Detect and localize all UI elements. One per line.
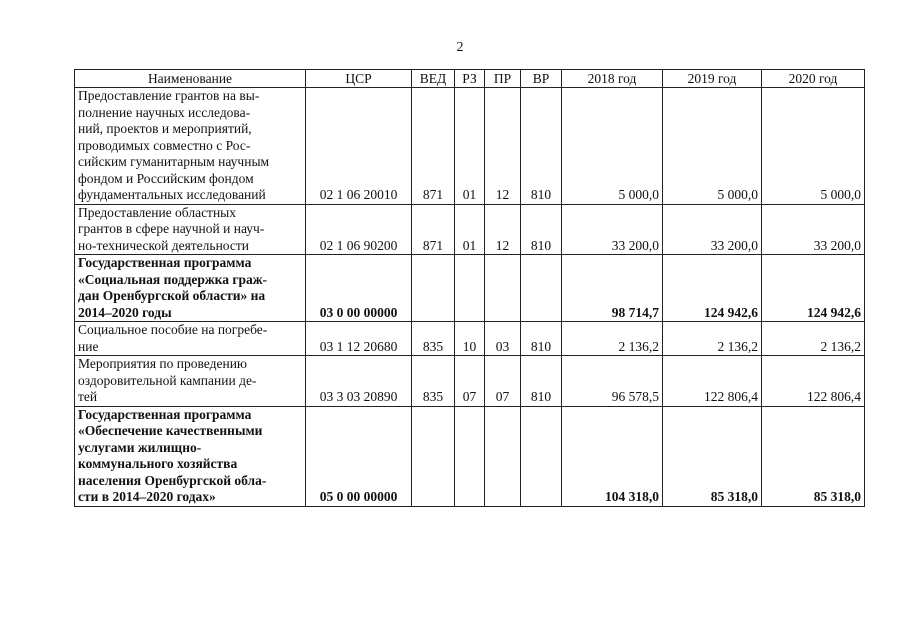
cell-2020: 124 942,6 [762,255,865,322]
cell-2019: 2 136,2 [663,322,762,356]
cell-name-line: 2014–2020 годы [78,304,172,320]
cell-csr: 03 3 03 20890 [306,356,412,407]
cell-rz: 01 [455,88,485,205]
cell-name-line: услугами жилищно- [78,439,202,455]
table-row [75,88,865,205]
cell-2018: 2 136,2 [562,322,663,356]
cell-name-line: ние [78,338,99,354]
cell-name-line: сти в 2014–2020 годах» [78,489,216,504]
cell-vr: 810 [521,88,562,205]
cell-name-line: полнение научных исследова- [78,104,251,120]
cell-name-line: Государственная программа [78,406,252,422]
header-vr: ВР [521,70,562,88]
header-2018: 2018 год [562,70,663,88]
table-body [75,88,865,507]
cell-name-line: «Обеспечение качественными [78,423,263,438]
cell-name [75,406,306,506]
cell-ved: 871 [412,204,455,255]
cell-name [75,88,306,205]
cell-2019: 124 942,6 [663,255,762,322]
cell-name-line: «Социальная поддержка граж- [78,271,268,287]
cell-rz: 10 [455,322,485,356]
cell-rz [455,255,485,322]
cell-2020: 33 200,0 [762,204,865,255]
header-pr: ПР [485,70,521,88]
cell-2018: 104 318,0 [562,406,663,506]
cell-pr: 12 [485,204,521,255]
cell-vr: 810 [521,322,562,356]
cell-name-line: тей [78,389,98,404]
cell-name-line: Мероприятия по проведению [78,356,248,371]
cell-name [75,356,306,407]
header-rz: РЗ [455,70,485,88]
cell-pr: 03 [485,322,521,356]
cell-name-line: грантов в сфере научной и науч- [78,221,265,236]
page-number: 2 [456,40,464,55]
cell-vr: 810 [521,204,562,255]
header-ved: ВЕД [412,70,455,88]
cell-ved: 835 [412,322,455,356]
cell-2020: 2 136,2 [762,322,865,356]
table-row [75,322,865,356]
cell-vr: 810 [521,356,562,407]
cell-csr: 02 1 06 90200 [306,204,412,255]
cell-2018: 98 714,7 [562,255,663,322]
cell-name [75,322,306,356]
cell-name-line: Государственная программа [78,255,252,270]
cell-name-line: фундаментальных исследований [78,187,266,202]
cell-2019: 5 000,0 [663,88,762,205]
cell-name-line: дан Оренбургской области» на [78,288,266,303]
cell-name-line: сийским гуманитарным научным [78,154,270,169]
table-row [75,255,865,322]
cell-vr [521,255,562,322]
cell-2019: 122 806,4 [663,356,762,407]
cell-2020: 85 318,0 [762,406,865,506]
table-row [75,406,865,506]
cell-name-line: Социальное пособие на погребе- [78,322,268,337]
cell-2018: 5 000,0 [562,88,663,205]
cell-2020: 5 000,0 [762,88,865,205]
cell-ved: 871 [412,88,455,205]
cell-2019: 85 318,0 [663,406,762,506]
cell-name-line: ний, проектов и мероприятий, [78,121,252,136]
cell-rz [455,406,485,506]
cell-csr: 03 1 12 20680 [306,322,412,356]
header-2019: 2019 год [663,70,762,88]
cell-name [75,204,306,255]
cell-ved [412,255,455,322]
budget-table [74,69,865,507]
cell-rz: 01 [455,204,485,255]
cell-2018: 96 578,5 [562,356,663,407]
cell-pr [485,255,521,322]
table-header-row [75,70,865,88]
cell-2018: 33 200,0 [562,204,663,255]
cell-name-line: коммунального хозяйства [78,456,238,471]
table-row [75,356,865,407]
header-name: Наименование [75,70,306,88]
cell-ved: 835 [412,356,455,407]
cell-csr: 02 1 06 20010 [306,88,412,205]
cell-csr: 03 0 00 00000 [306,255,412,322]
cell-pr: 12 [485,88,521,205]
cell-vr [521,406,562,506]
cell-name-line: Предоставление областных [78,204,237,220]
cell-name-line: населения Оренбургской обла- [78,472,267,488]
cell-name-line: проводимых совместно с Рос- [78,137,251,153]
cell-rz: 07 [455,356,485,407]
cell-name-line: Предоставление грантов на вы- [78,88,260,103]
cell-ved [412,406,455,506]
cell-name-line: фондом и Российским фондом [78,170,254,186]
header-2020: 2020 год [762,70,865,88]
cell-2020: 122 806,4 [762,356,865,407]
cell-2019: 33 200,0 [663,204,762,255]
cell-csr: 05 0 00 00000 [306,406,412,506]
cell-name-line: но-технической деятельности [78,237,249,253]
cell-pr: 07 [485,356,521,407]
cell-pr [485,406,521,506]
table-row [75,204,865,255]
cell-name-line: оздоровительной кампании де- [78,372,257,388]
cell-name [75,255,306,322]
header-csr: ЦСР [306,70,412,88]
